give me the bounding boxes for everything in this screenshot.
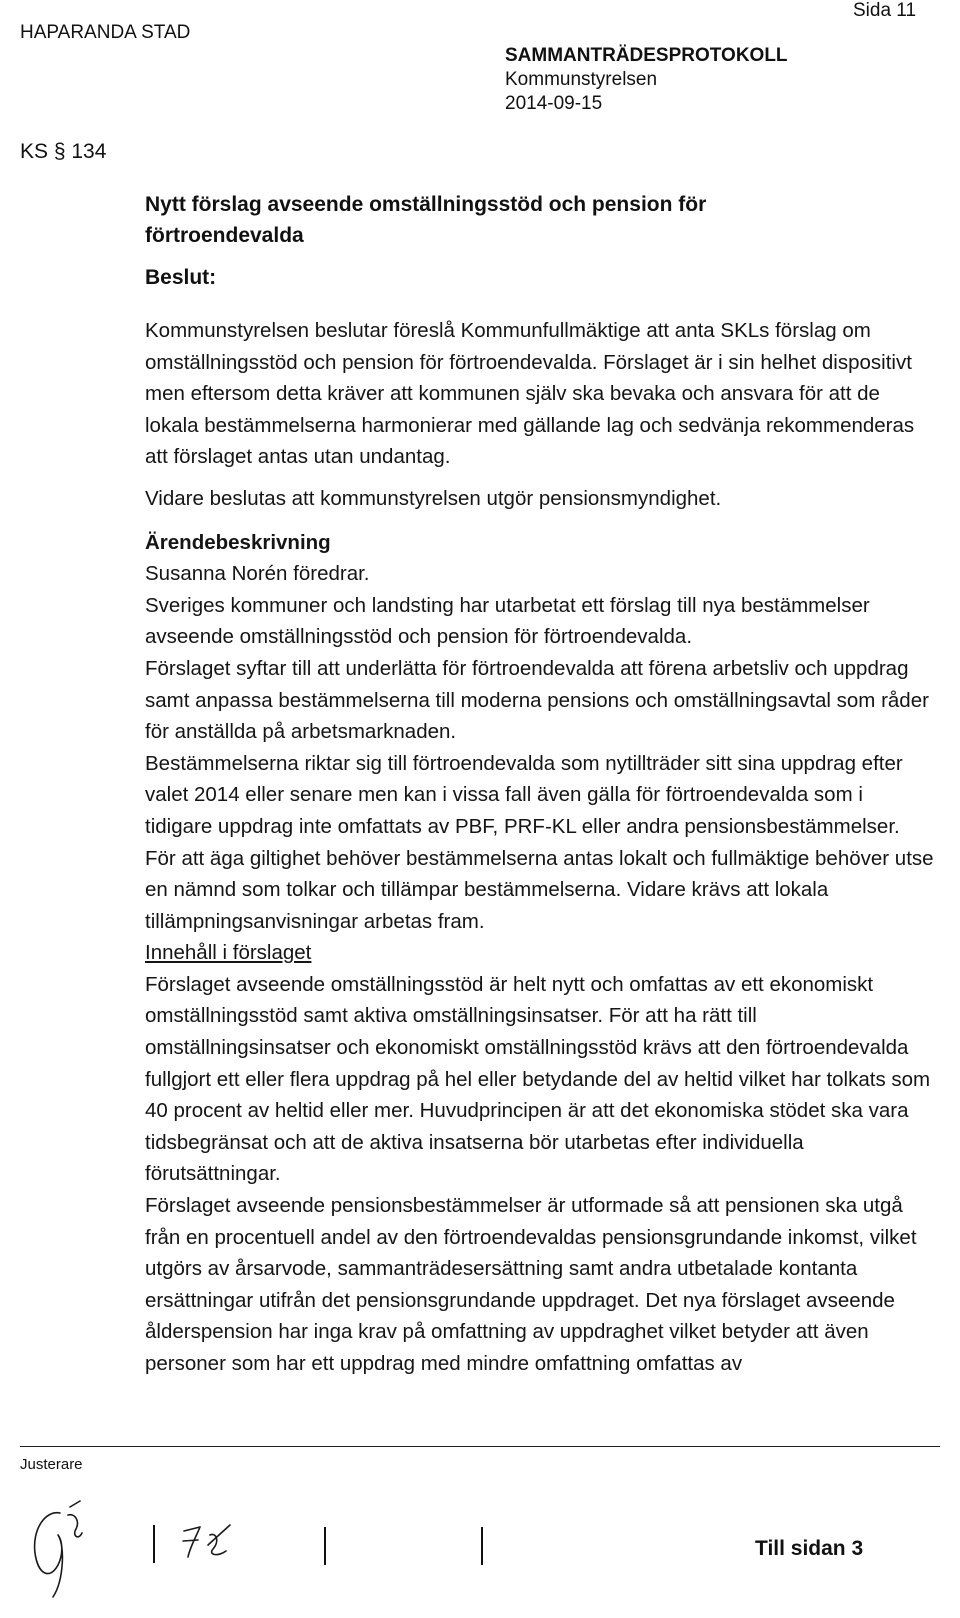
justerare-label: Justerare bbox=[20, 1456, 83, 1473]
description-paragraph-1: Sveriges kommuner och landsting har utarbetat ett förslag till nya bestämmelser avseende omställningsstöd och pension för förtroendevalda. bbox=[145, 593, 870, 649]
document-type: SAMMANTRÄDESPROTOKOLL bbox=[505, 45, 788, 66]
next-page-reference: Till sidan 3 bbox=[755, 1537, 864, 1560]
decision-text-2: Vidare beslutas att kommunstyrelsen utgör pensionsmyndighet. bbox=[145, 486, 722, 510]
meeting-body: Kommunstyrelsen bbox=[505, 69, 658, 90]
decision-heading: Beslut: bbox=[145, 266, 217, 289]
signature-initials-area bbox=[20, 1485, 520, 1610]
signature-initials-1 bbox=[35, 1501, 82, 1597]
page-number: Sida 11 bbox=[853, 0, 917, 21]
footer-divider bbox=[20, 1446, 940, 1447]
proposal-content-subheading: Innehåll i förslaget bbox=[145, 941, 312, 965]
presenter-line: Susanna Norén föredrar. bbox=[145, 562, 370, 586]
description-paragraph-5: Förslaget avseende pensionsbestämmelser är utformade så att pensionen ska utgå från en procentuell andel av den förtroendevaldas pensionsgrundande inkomst, vilket utgörs av årsarvode, sammanträdesersättning samt andra utbetalade kontanta ersättningar utifrån det pensionsgrundande uppdraget. Det nya förslaget avseende ålderspension har inga krav på omfattning av uppdraghet vilket betyder att även personer som har ett uppdrag med mindre omfattning omfattas av bbox=[145, 1194, 917, 1375]
decision-text: Kommunstyrelsen beslutar föreslå Kommunfullmäktige att anta SKLs förslag om omställningsstöd och pension för förtroendevalda. Förslaget är i sin helhet dispositivt men eftersom detta kräver att kommunen själv ska bevaka och ansvara för att de lokala bestämmelserna harmonierar med gällande lag och sedvänja rekommenderas att förslaget antas utan undantag. bbox=[145, 319, 915, 469]
description-paragraph-3: Bestämmelserna riktar sig till förtroendevalda som nytillträder sitt sina uppdrag efter valet 2014 eller senare men kan i vissa fall även gälla för förtroendevalda som i tidigare uppdrag inte omfattats av PBF, PRF-KL eller andra pensionsbestämmelser. För att äga giltighet behöver bestämmelserna antas lokalt och fullmäktige behöver utse en nämnd som tolkar och tillämpar bestämmelserna. Vidare krävs att lokala tillämpningsanvisningar arbetas fram. bbox=[145, 751, 934, 933]
description-paragraph-4: Förslaget avseende omställningsstöd är helt nytt och omfattas av ett ekonomiskt omställningsstöd samt aktiva omställningsinsatser. För att ha rätt till omställningsinsatser och ekonomiskt omställningsstöd krävs att den förtroendevalda fullgjort ett eller flera uppdrag på hel eller betydande del av heltid vilket har tolkats som 40 procent av heltid eller mer. Huvudprincipen är att det ekonomiska stödet ska vara tidsbegränsat och att de aktiva insatserna bör utarbetas efter individuella förutsättningar. bbox=[145, 972, 931, 1186]
decision-section bbox=[145, 315, 935, 1380]
signature-initials-2 bbox=[183, 1525, 230, 1557]
page-title: Nytt förslag avseende omställningsstöd och pension för förtroendevalda bbox=[145, 193, 707, 247]
description-heading: Ärendebeskrivning bbox=[145, 530, 331, 554]
description-paragraph-2: Förslaget syftar till att underlätta för förtroendevalda att förena arbetsliv och uppdrag samt anpassa bestämmelserna till moderna pensions och omställningsavtal som råder för anställda på arbetsmarknaden. bbox=[145, 656, 929, 744]
municipality-name: HAPARANDA STAD bbox=[20, 22, 191, 43]
meeting-date: 2014-09-15 bbox=[505, 93, 603, 114]
paragraph-reference: KS § 134 bbox=[20, 140, 107, 163]
